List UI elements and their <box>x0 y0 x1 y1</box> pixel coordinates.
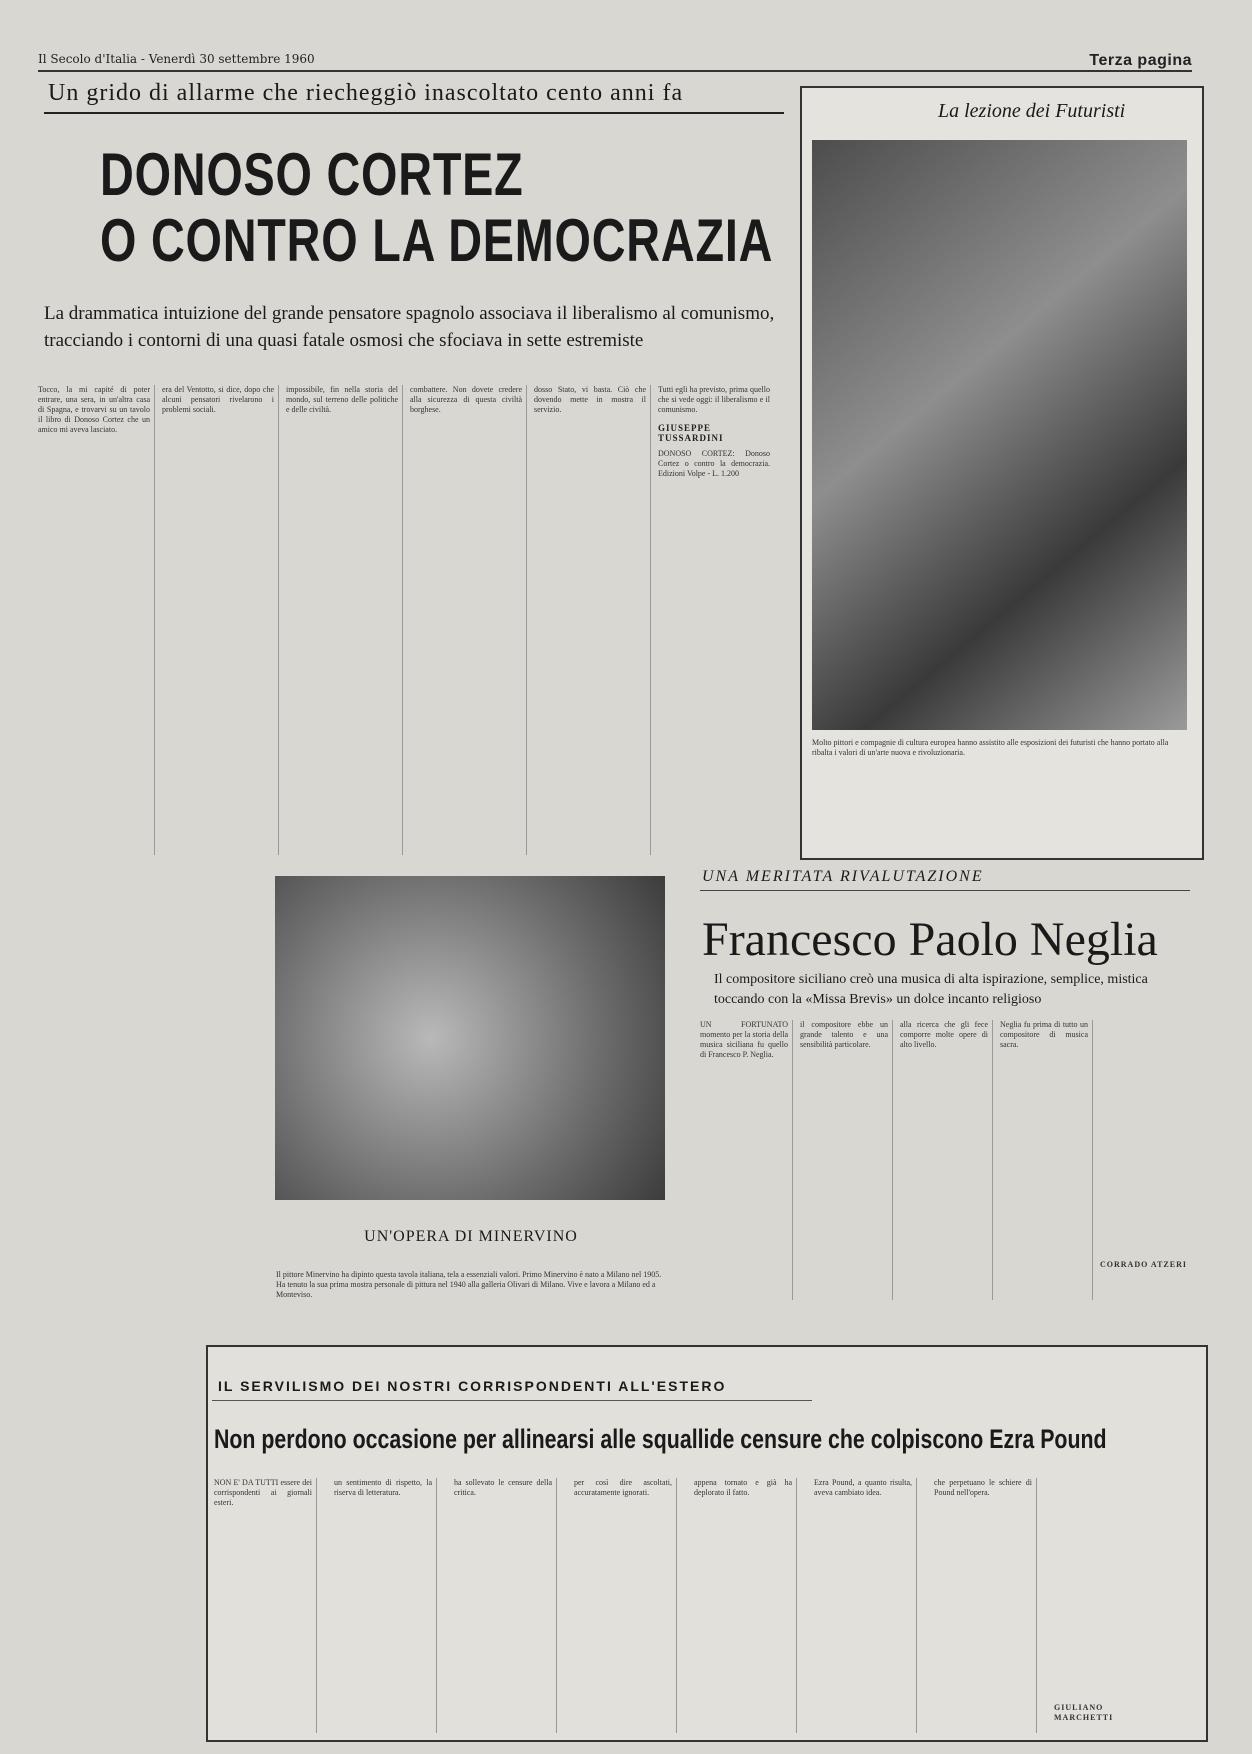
masthead-left: Il Secolo d'Italia - Venerdì 30 settembre 1960 <box>38 52 315 66</box>
headline-line-1: DONOSO CORTEZ <box>100 141 524 208</box>
servilismo-col-6: Ezra Pound, a quanto risulta, aveva cambiato idea. <box>814 1478 917 1733</box>
servilismo-col-5: appena tornato e già ha deplorato il fatto. <box>694 1478 797 1733</box>
top-rule <box>38 70 1192 72</box>
donoso-col-3: impossibile, fin nella storia del mondo, sul terreno delle politiche e delle civiltà. <box>286 385 403 855</box>
neglia-kicker: UNA MERITATA RIVALUTAZIONE <box>702 868 984 885</box>
servilismo-article-body <box>214 1478 1198 1733</box>
neglia-title: Francesco Paolo Neglia <box>702 913 1158 966</box>
donoso-subhead: La drammatica intuizione del grande pensatore spagnolo associava il liberalismo al comunismo, tracciando i contorni di una quasi fatale osmosi che sfociava in sette estremiste <box>44 303 775 351</box>
servilismo-rule <box>212 1400 812 1401</box>
servilismo-col-2: un sentimento di rispetto, la riserva di letteratura. <box>334 1478 437 1733</box>
donoso-col-1: Tocco, la mi capité di poter entrare, una sera, in un'altra casa di Spagna, e trovarvi su un tavolo il libro di Donoso Cortez che un amico mi aveva lasciato. <box>38 385 155 855</box>
donoso-col-6-text: Tutti egli ha previsto, prima quello che si vede oggi: il liberalismo e il comunismo. <box>658 385 770 414</box>
neglia-signature: CORRADO ATZERI <box>1100 1260 1187 1269</box>
neglia-col-1: UN FORTUNATO momento per la storia della musica siciliana fu quello di Francesco P. Neglia. <box>700 1020 793 1300</box>
neglia-col-4: Neglia fu prima di tutto un compositore di musica sacra. <box>1000 1020 1093 1300</box>
minervino-painting-image <box>275 876 665 1200</box>
section-label: Terza pagina <box>1089 52 1192 69</box>
donoso-col-6 <box>658 385 774 855</box>
servilismo-kicker: IL SERVILISMO DEI NOSTRI CORRISPONDENTI ALL'ESTERO <box>218 1378 727 1394</box>
neglia-col-3: alla ricerca che gli fece comporre molte opere di alto livello. <box>900 1020 993 1300</box>
donoso-article-body <box>38 385 780 855</box>
donoso-book-note: DONOSO CORTEZ: Donoso Cortez o contro la democrazia. Edizioni Volpe - L. 1.200 <box>658 449 770 478</box>
donoso-signature: GIUSEPPE TUSSARDINI <box>658 423 724 443</box>
servilismo-col-4: per così dire ascoltati, accuratamente ignorati. <box>574 1478 677 1733</box>
neglia-rule <box>700 890 1190 891</box>
donoso-headline <box>100 141 774 274</box>
servilismo-title: Non perdono occasione per allinearsi alle squallide censure che colpiscono Ezra Pound <box>214 1424 1107 1454</box>
servilismo-signature: GIULIANO MARCHETTI <box>1054 1703 1114 1722</box>
headline-line-2: O CONTRO LA DEMOCRAZIA <box>100 207 774 274</box>
minervino-caption: Il pittore Minervino ha dipinto questa tavola italiana, tela a essenziali valori. Primo Minervino è nato a Milano nel 1905. Ha tenuto la sua prima mostra personale di pittura nel 1940 alla galleria Olivari di Milano. Vive e lavora a Milano ed a Monteviso. <box>276 1270 662 1299</box>
servilismo-col-7: che perpetuano le schiere di Pound nell'opera. <box>934 1478 1037 1733</box>
futuristi-title: La lezione dei Futuristi <box>938 100 1126 122</box>
servilismo-col-8 <box>1054 1478 1156 1733</box>
neglia-col-5 <box>1100 1020 1190 1300</box>
servilismo-col-3: ha sollevato le censure della critica. <box>454 1478 557 1733</box>
kicker-rule <box>44 112 784 114</box>
neglia-subhead: Il compositore siciliano creò una musica di alta ispirazione, semplice, mistica toccando con la «Missa Brevis» un dolce incanto religioso <box>714 972 1148 1007</box>
neglia-article-body <box>700 1020 1190 1300</box>
servilismo-col-1: NON E' DA TUTTI essere dei corrispondenti ai giornali esteri. <box>214 1478 317 1733</box>
minervino-title: UN'OPERA DI MINERVINO <box>364 1228 578 1245</box>
neglia-col-2: il compositore ebbe un grande talento e una sensibilità particolare. <box>800 1020 893 1300</box>
donoso-col-2: era del Ventotto, si dice, dopo che alcuni pensatori rivelarono i problemi sociali. <box>162 385 279 855</box>
donoso-kicker: Un grido di allarme che riecheggiò inascoltato cento anni fa <box>48 80 684 106</box>
donoso-col-4: combattere. Non dovete credere alla sicurezza di questa civiltà borghese. <box>410 385 527 855</box>
futuristi-caption: Molto pittori e compagnie di cultura europea hanno assistito alle esposizioni dei futuristi che hanno portato alla ribalta i valori di un'arte nuova e rivoluzionaria. <box>812 738 1169 757</box>
donoso-col-5: dosso Stato, vi basta. Ciò che dovendo mette in mostra il servizio. <box>534 385 651 855</box>
futurist-painting-image <box>812 140 1187 730</box>
